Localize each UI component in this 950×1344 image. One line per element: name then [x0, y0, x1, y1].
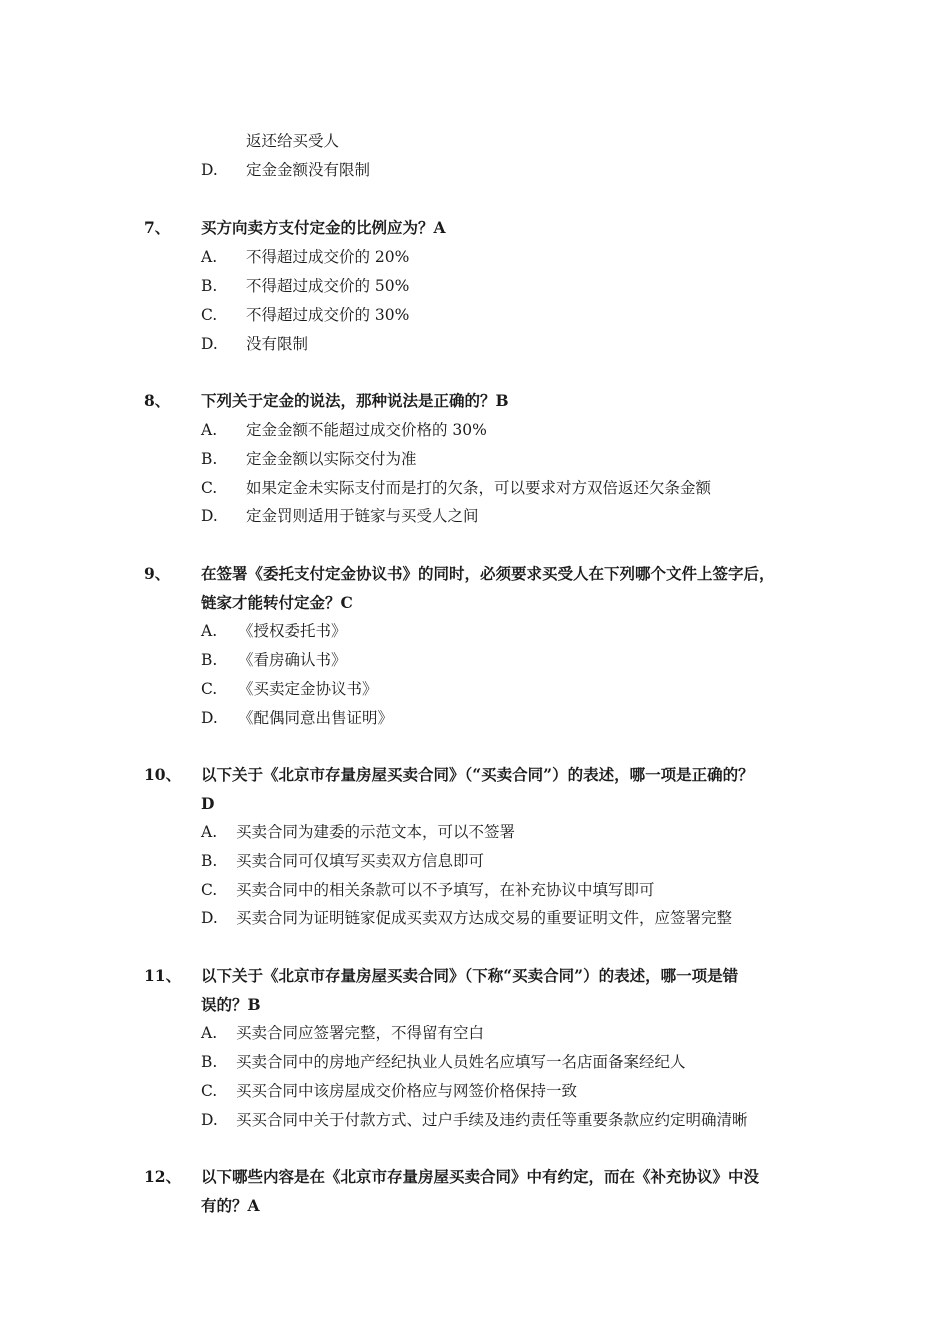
- option-a-text: 买卖合同为建委的示范文本，可以不签署: [236, 823, 516, 841]
- question-text-line-1: 以下关于《北京市存量房屋买卖合同》（“买卖合同”）的表述，哪一项是正确的？: [201, 765, 754, 784]
- question-number: 7、: [144, 218, 171, 237]
- option-d-text: 定金罚则适用于链家与买受人之间: [246, 507, 479, 525]
- option-d-letter: D.: [201, 335, 218, 353]
- option-b-text: 《看房确认书》: [238, 651, 347, 669]
- option-a-letter: A.: [201, 421, 218, 439]
- option-d-letter: D.: [201, 709, 218, 727]
- option-c-text: 买买合同中该房屋成交价格应与网签价格保持一致: [236, 1082, 578, 1100]
- question-text: 下列关于定金的说法，那种说法是正确的？B: [201, 391, 509, 410]
- question-text-line-1: 在签署《委托支付定金协议书》的同时，必须要求买受人在下列哪个文件上签字后，: [201, 564, 775, 583]
- option-d-text: 买卖合同为证明链家促成买卖双方达成交易的重要证明文件，应签署完整: [236, 909, 733, 927]
- option-c-text: 《买卖定金协议书》: [238, 680, 378, 698]
- question-number: 10、: [144, 765, 182, 784]
- question-text-line-1: 以下哪些内容是在《北京市存量房屋买卖合同》中有约定，而在《补充协议》中没: [201, 1167, 760, 1186]
- option-b-text: 不得超过成交价的 50%: [246, 277, 410, 295]
- option-b-letter: B.: [201, 1053, 218, 1071]
- option-b-text: 买卖合同可仅填写买卖双方信息即可: [236, 852, 485, 870]
- prev-option-d-letter: D.: [201, 161, 218, 179]
- option-c-letter: C.: [201, 306, 218, 324]
- option-a-letter: A.: [201, 823, 218, 841]
- question-text-line-2: 链家才能转付定金？C: [201, 593, 353, 612]
- question-text-line-2: 有的？A: [201, 1196, 260, 1215]
- option-b-letter: B.: [201, 852, 218, 870]
- option-a-letter: A.: [201, 1024, 218, 1042]
- option-c-text: 如果定金未实际支付而是打的欠条，可以要求对方双倍返还欠条金额: [246, 479, 712, 497]
- question-number: 8、: [144, 391, 171, 410]
- option-a-text: 《授权委托书》: [238, 622, 347, 640]
- question-text-line-2: D: [201, 794, 215, 813]
- question-number: 12、: [144, 1167, 182, 1186]
- option-b-text: 定金金额以实际交付为准: [246, 450, 417, 468]
- option-d-letter: D.: [201, 909, 218, 927]
- question-number: 9、: [144, 564, 171, 583]
- option-c-text: 买卖合同中的相关条款可以不予填写，在补充协议中填写即可: [236, 881, 655, 899]
- option-a-text: 定金金额不能超过成交价格的 30%: [246, 421, 487, 439]
- option-a-text: 买卖合同应签署完整，不得留有空白: [236, 1024, 485, 1042]
- option-a-letter: A.: [201, 622, 218, 640]
- option-a-text: 不得超过成交价的 20%: [246, 248, 410, 266]
- prev-option-continuation: 返还给买受人: [246, 132, 340, 150]
- option-d-letter: D.: [201, 507, 218, 525]
- option-b-letter: B.: [201, 651, 218, 669]
- prev-option-d-text: 定金金额没有限制: [246, 161, 371, 179]
- option-c-letter: C.: [201, 479, 218, 497]
- question-text: 买方向卖方支付定金的比例应为？A: [201, 218, 446, 237]
- question-number: 11、: [144, 966, 182, 985]
- question-text-line-2: 误的？B: [201, 995, 261, 1014]
- option-d-letter: D.: [201, 1111, 218, 1129]
- option-b-letter: B.: [201, 450, 218, 468]
- option-d-text: 买买合同中关于付款方式、过户手续及违约责任等重要条款应约定明确清晰: [236, 1111, 748, 1129]
- option-d-text: 《配偶同意出售证明》: [238, 709, 394, 727]
- option-c-letter: C.: [201, 680, 218, 698]
- option-a-letter: A.: [201, 248, 218, 266]
- option-b-text: 买卖合同中的房地产经纪执业人员姓名应填写一名店面备案经纪人: [236, 1053, 686, 1071]
- option-c-letter: C.: [201, 1082, 218, 1100]
- option-d-text: 没有限制: [246, 335, 309, 353]
- option-b-letter: B.: [201, 277, 218, 295]
- option-c-letter: C.: [201, 881, 218, 899]
- option-c-text: 不得超过成交价的 30%: [246, 306, 410, 324]
- question-text-line-1: 以下关于《北京市存量房屋买卖合同》（下称“买卖合同”）的表述，哪一项是错: [201, 966, 739, 985]
